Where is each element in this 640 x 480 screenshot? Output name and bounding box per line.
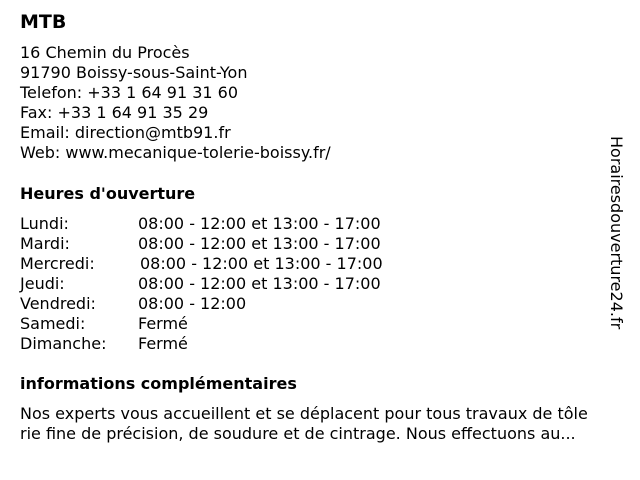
fax-number: Fax: +33 1 64 91 35 29 bbox=[20, 103, 209, 122]
description-line-2: rie fine de précision, de soudure et de cintrage. Nous effectuons au... bbox=[20, 424, 576, 443]
business-name: MTB bbox=[20, 11, 67, 33]
phone-number: Telefon: +33 1 64 91 31 60 bbox=[20, 83, 239, 102]
day-label: Dimanche: bbox=[20, 334, 107, 353]
day-hours: 08:00 - 12:00 et 13:00 - 17:00 bbox=[138, 234, 381, 253]
business-description bbox=[20, 404, 632, 444]
day-label: Mardi: bbox=[20, 234, 70, 253]
day-label: Lundi: bbox=[20, 214, 69, 233]
address-line-1: 16 Chemin du Procès bbox=[20, 43, 190, 62]
day-hours: Fermé bbox=[138, 314, 188, 333]
day-hours: 08:00 - 12:00 et 13:00 - 17:00 bbox=[138, 274, 381, 293]
website-url: Web: www.mecanique-tolerie-boissy.fr/ bbox=[20, 143, 331, 162]
contact-info bbox=[20, 43, 331, 163]
description-line-1: Nos experts vous accueillent et se déplacent pour tous travaux de tôle bbox=[20, 404, 588, 423]
day-label: Vendredi: bbox=[20, 294, 96, 313]
day-hours: 08:00 - 12:00 et 13:00 - 17:00 bbox=[138, 214, 381, 233]
email-address: Email: direction@mtb91.fr bbox=[20, 123, 231, 142]
day-hours: 08:00 - 12:00 et 13:00 - 17:00 bbox=[140, 254, 383, 273]
side-brand-watermark: Horairesdouverture24.fr bbox=[607, 136, 626, 330]
day-label: Mercredi: bbox=[20, 254, 95, 273]
day-hours: Fermé bbox=[138, 334, 188, 353]
day-hours: 08:00 - 12:00 bbox=[138, 294, 247, 313]
address-line-2: 91790 Boissy-sous-Saint-Yon bbox=[20, 63, 248, 82]
day-label: Jeudi: bbox=[20, 274, 65, 293]
additional-info-heading: informations complémentaires bbox=[20, 374, 297, 393]
opening-hours-heading: Heures d'ouverture bbox=[20, 184, 196, 203]
day-label: Samedi: bbox=[20, 314, 86, 333]
